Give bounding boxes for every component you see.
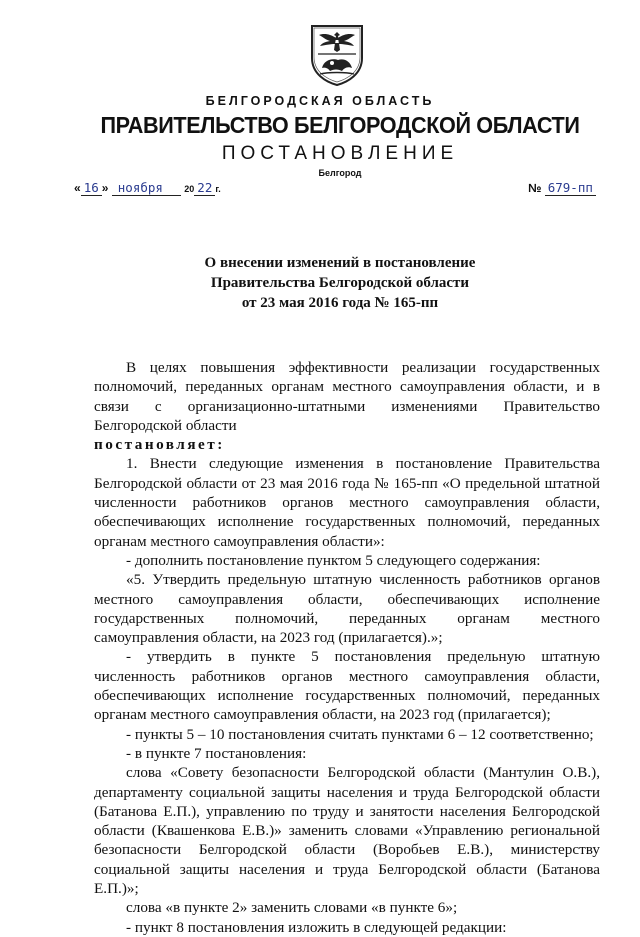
number-label: №: [528, 181, 542, 195]
date-year-prefix: 20: [184, 184, 195, 194]
document-number: [528, 180, 596, 195]
paragraph-item-3: «5. Утвердить предельную штатную численность работников органов местного самоуправления области, обеспечивающих исполнение государственных полномочий, переданных органам местного самоуправления области, на 2023 год (прилагается).»;: [94, 571, 600, 647]
number-value: 679-пп: [545, 180, 596, 196]
paragraph-item-8: слова «в пункте 2» заменить словами «в пункте 6»;: [126, 899, 458, 917]
resolves-line: [94, 435, 600, 454]
city-label: Белгород: [318, 168, 362, 178]
intro-paragraph: В целях повышения эффективности реализации государственных полномочий, переданных органам местного самоуправления области, и в связи с организационно-штатными изменениями Правительство Белгородской области: [94, 359, 600, 434]
date-close-quote: »: [101, 181, 109, 195]
resolves-word: постановляет:: [94, 436, 225, 454]
region-heading: БЕЛГОРОДСКАЯ ОБЛАСТЬ: [205, 94, 435, 108]
government-heading: ПРАВИТЕЛЬСТВО БЕЛГОРОДСКОЙ ОБЛАСТИ: [100, 112, 580, 138]
coat-of-arms-icon: [308, 24, 366, 86]
paragraph-item-7: слова «Совету безопасности Белгородской области (Мантулин О.В.), департаменту социальной защиты населения и труда Белгородской области (Батанова Е.П.), управлению по труду и занятости населения Белгородской области (Квашенкова Е.В.)» заменить словами «Управлению региональной безопасности Белгородской области (Воробьев Е.В.), министерству социальной защиты населения и труда Белгородской области (Батанова Е.П.)»;: [94, 764, 600, 898]
document-body: [94, 358, 600, 937]
date-year-label: г.: [215, 184, 221, 194]
paragraph-item-5: - пункты 5 – 10 постановления считать пунктами 6 – 12 соответственно;: [126, 725, 594, 743]
paragraph-item-9: - пункт 8 постановления изложить в следующей редакции:: [126, 918, 507, 936]
date-day: 16: [81, 180, 102, 196]
title-line-2: Правительства Белгородской области: [210, 275, 470, 291]
paragraph-item-1: 1. Внести следующие изменения в постановление Правительства Белгородской области от 23 мая 2016 года № 165-пп «О предельной штатной численности работников органов местного самоуправления области, обеспечивающих исполнение государственных полномочий, переданных органам местного самоуправления области»:: [94, 455, 600, 550]
date-year-suffix: 22: [194, 180, 215, 196]
date-open-quote: «: [74, 181, 81, 195]
date-month: ноября: [112, 180, 181, 196]
document-title: [0, 253, 640, 313]
title-line-3: от 23 мая 2016 года № 165-пп: [241, 295, 439, 311]
document-date: [74, 180, 221, 195]
paragraph-item-4: - утвердить в пункте 5 постановления предельную штатную численность работников органов местного самоуправления области, обеспечивающих исполнение государственных полномочий, переданных органам местного самоуправления области, на 2023 год (прилагается);: [94, 648, 600, 724]
document-type-heading: ПОСТАНОВЛЕНИЕ: [221, 143, 459, 164]
paragraph-item-2: - дополнить постановление пунктом 5 следующего содержания:: [126, 551, 541, 569]
paragraph-item-6: - в пункте 7 постановления:: [126, 744, 307, 762]
title-line-1: О внесении изменений в постановление: [204, 255, 476, 271]
